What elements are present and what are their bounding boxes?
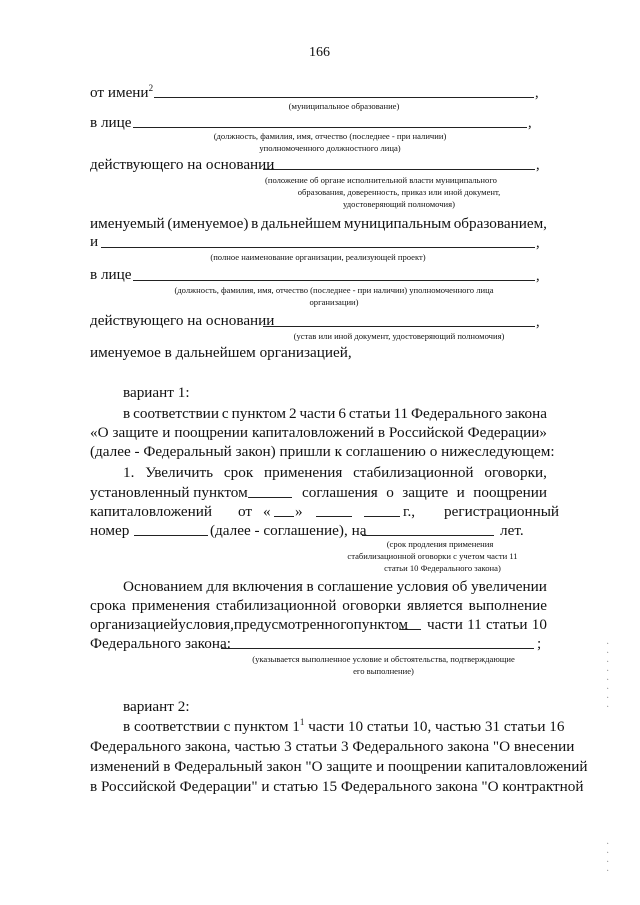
org-person-field[interactable] [133,280,535,281]
term-hint-2: стабилизационной оговорки с учетом части 11 [347,551,518,561]
scan-marks: · · · · · · · · [606,639,610,713]
org-basis-hint: (устав или иной документ, удостоверяющий полномочия) [293,331,505,341]
variant1-line2: «О защите и поощрении капиталовложений в Российской Федерации» [90,424,547,441]
org-named: именуемое в дальнейшем организацией, [90,344,352,361]
and-label: и [90,233,99,250]
named-municipal: именуемый (именуемое) в дальнейшем муниципальным образованием, [90,215,547,232]
item1-line1: 1. Увеличить срок применения стабилизационной оговорки, [123,464,547,481]
basis-v1-line4-end: ; [537,635,542,652]
variant2-line3: изменений в Федеральный закон "О защите и поощрении капиталовложений [90,758,588,775]
basis-v1-line2: срока применения стабилизационной оговорки является выполнение [90,597,547,614]
person-hint-2: уполномоченного должностного лица) [259,143,401,153]
item1-clause-field[interactable] [248,497,292,498]
basis-field[interactable] [263,169,535,170]
basis-v1-line1: Основанием для включения в соглашение условия об увеличении [123,578,547,595]
item1-from: от [238,503,253,520]
basis-v1-hint-2: его выполнение) [353,666,414,676]
org-person-hint-1: (должность, фамилия, имя, отчество (последнее - при наличии) уполномоченного лица [174,285,494,295]
item1-line4-b: (далее - соглашение), на [210,522,367,539]
term-hint-1: (срок продления применения [386,539,494,549]
variant2-line2: Федерального закона, частью 3 статьи 3 Федерального закона "О внесении [90,738,575,755]
item1-q1: « [263,503,271,520]
variant1-title: вариант 1: [123,384,190,401]
basis-hint-1: (положение об органе исполнительной власти муниципального [265,175,497,185]
item1-number-field[interactable] [134,535,208,536]
item1-year-label: г., [403,503,416,520]
item1-year-field[interactable] [364,516,400,517]
variant2-title: вариант 2: [123,698,190,715]
basis-hint-3: удостоверяющий полномочия) [343,199,455,209]
item1-month-field[interactable] [316,516,352,517]
item1-line4-c: лет. [500,522,524,539]
basis-v1-line3-b: части 11 статьи 10 [427,616,547,633]
from-name-hint: (муниципальное образование) [288,101,400,111]
item1-line2-b: соглашения о защите и поощрении [302,484,547,501]
basis-v1-line3-a: организацией условия, предусмотренного пунктом [90,616,409,633]
org-hint: (полное наименование организации, реализующей проект) [210,252,426,262]
basis-condition-field[interactable] [221,648,534,649]
variant2-line4: в Российской Федерации" и статью 15 Федерального закона "О контрактной [90,778,584,795]
person-label: в лице [90,114,132,131]
item1-term-field[interactable] [362,535,494,536]
org-basis-label: действующего на основании [90,312,275,329]
from-name-field[interactable] [154,97,534,98]
basis-v1-hint-1: (указывается выполненное условие и обстоятельства, подтверждающие [252,654,515,664]
basis-label: действующего на основании [90,156,275,173]
scan-marks-lower: · · · · [606,839,610,877]
term-hint-3: статьи 10 Федерального закона) [384,563,501,573]
org-basis-field[interactable] [263,326,535,327]
item1-day-field[interactable] [274,516,294,517]
basis-v1-line4: Федерального закона: [90,635,231,652]
variant1-line1: в соответствии с пунктом 2 части 6 статьи 11 Федерального закона [123,405,547,422]
item1-line3-a: капиталовложений [90,503,212,520]
person-field[interactable] [133,127,527,128]
variant2-line1: в соответствии с пунктом $1^1$ части 10 статьи 10, частью 31 статьи 16 [123,716,565,735]
person-hint-1: (должность, фамилия, имя, отчество (последнее - при наличии) [213,131,447,141]
item1-reg-label: регистрационный [444,503,560,520]
variant1-line3: (далее - Федеральный закон) пришли к соглашению о нижеследующем: [90,443,555,460]
org-person-hint-2: организации) [309,297,359,307]
basis-hint-2: образования, доверенность, приказ или иной документ, [297,187,501,197]
item1-line4-a: номер [90,522,130,539]
basis-clause-field[interactable] [399,629,421,630]
document-page: 166 от имени$^2$ , (муниципальное образование) в лице , (должность, фамилия, имя, отчество (последнее - при наличии) уполномоченного должностного лица) действующего на основании , (положение об органе исполнительной власти муниципального образования, доверенность, приказ или иной документ, удостоверяющий полномочия) именуемый (именуемое) в дальнейшем муниципальным образованием, и , (полное наименование организации, реализующей проект) в лице , (должность, фамилия, имя, отчество (последнее - при наличии) уполномоченного лица организации) действующего на основании , (устав или иной документ, удостоверяющий полномочия) именуемое в дальнейшем организацией, вариант 1: в соответствии с пунктом 2 части 6 статьи 11 Федерального закона «О защите и поощрении капиталовложений в Российской Федерации» (далее - Федеральный закон) пришли к соглашению о нижеследующем: 1. Увеличить срок применения стабилизационной оговорки, установленный пунктом соглашения о защите и поощрении капиталовложений от « » г., регистрационный номер (далее - соглашение), на лет. (срок продления применения стабилизационной оговорки с учетом части 11 статьи 10 Федерального закона) Основанием для включения в соглашение условия об увеличении срока применения стабилизационной оговорки является выполнение организацией условия, предусмотренного пунктом части 11 статьи 10 Федерального закона: ; (указывается выполненное условие и обстоятельства, подтверждающие его выполнение) вариант 2: в соответствии с пунктом $1^1$ части 10 статьи 10, частью 31 статьи 16 Федерального закона, частью 3 статьи 3 Федерального закона "О внесении изменений в Федеральный закон "О защите и поощрении капиталовложений в Российской Федерации" и статью 15 Федерального закона "О контрактной · · · · · · · · · · · · [90,45,610,877]
org-person-label: в лице [90,266,132,283]
item1-q2: » [295,503,303,520]
item1-line2-a: установленный пунктом [90,484,248,501]
page-number: 166 [309,45,330,60]
org-field[interactable] [101,247,535,248]
from-name-label: от имени$^2$ [90,82,154,101]
